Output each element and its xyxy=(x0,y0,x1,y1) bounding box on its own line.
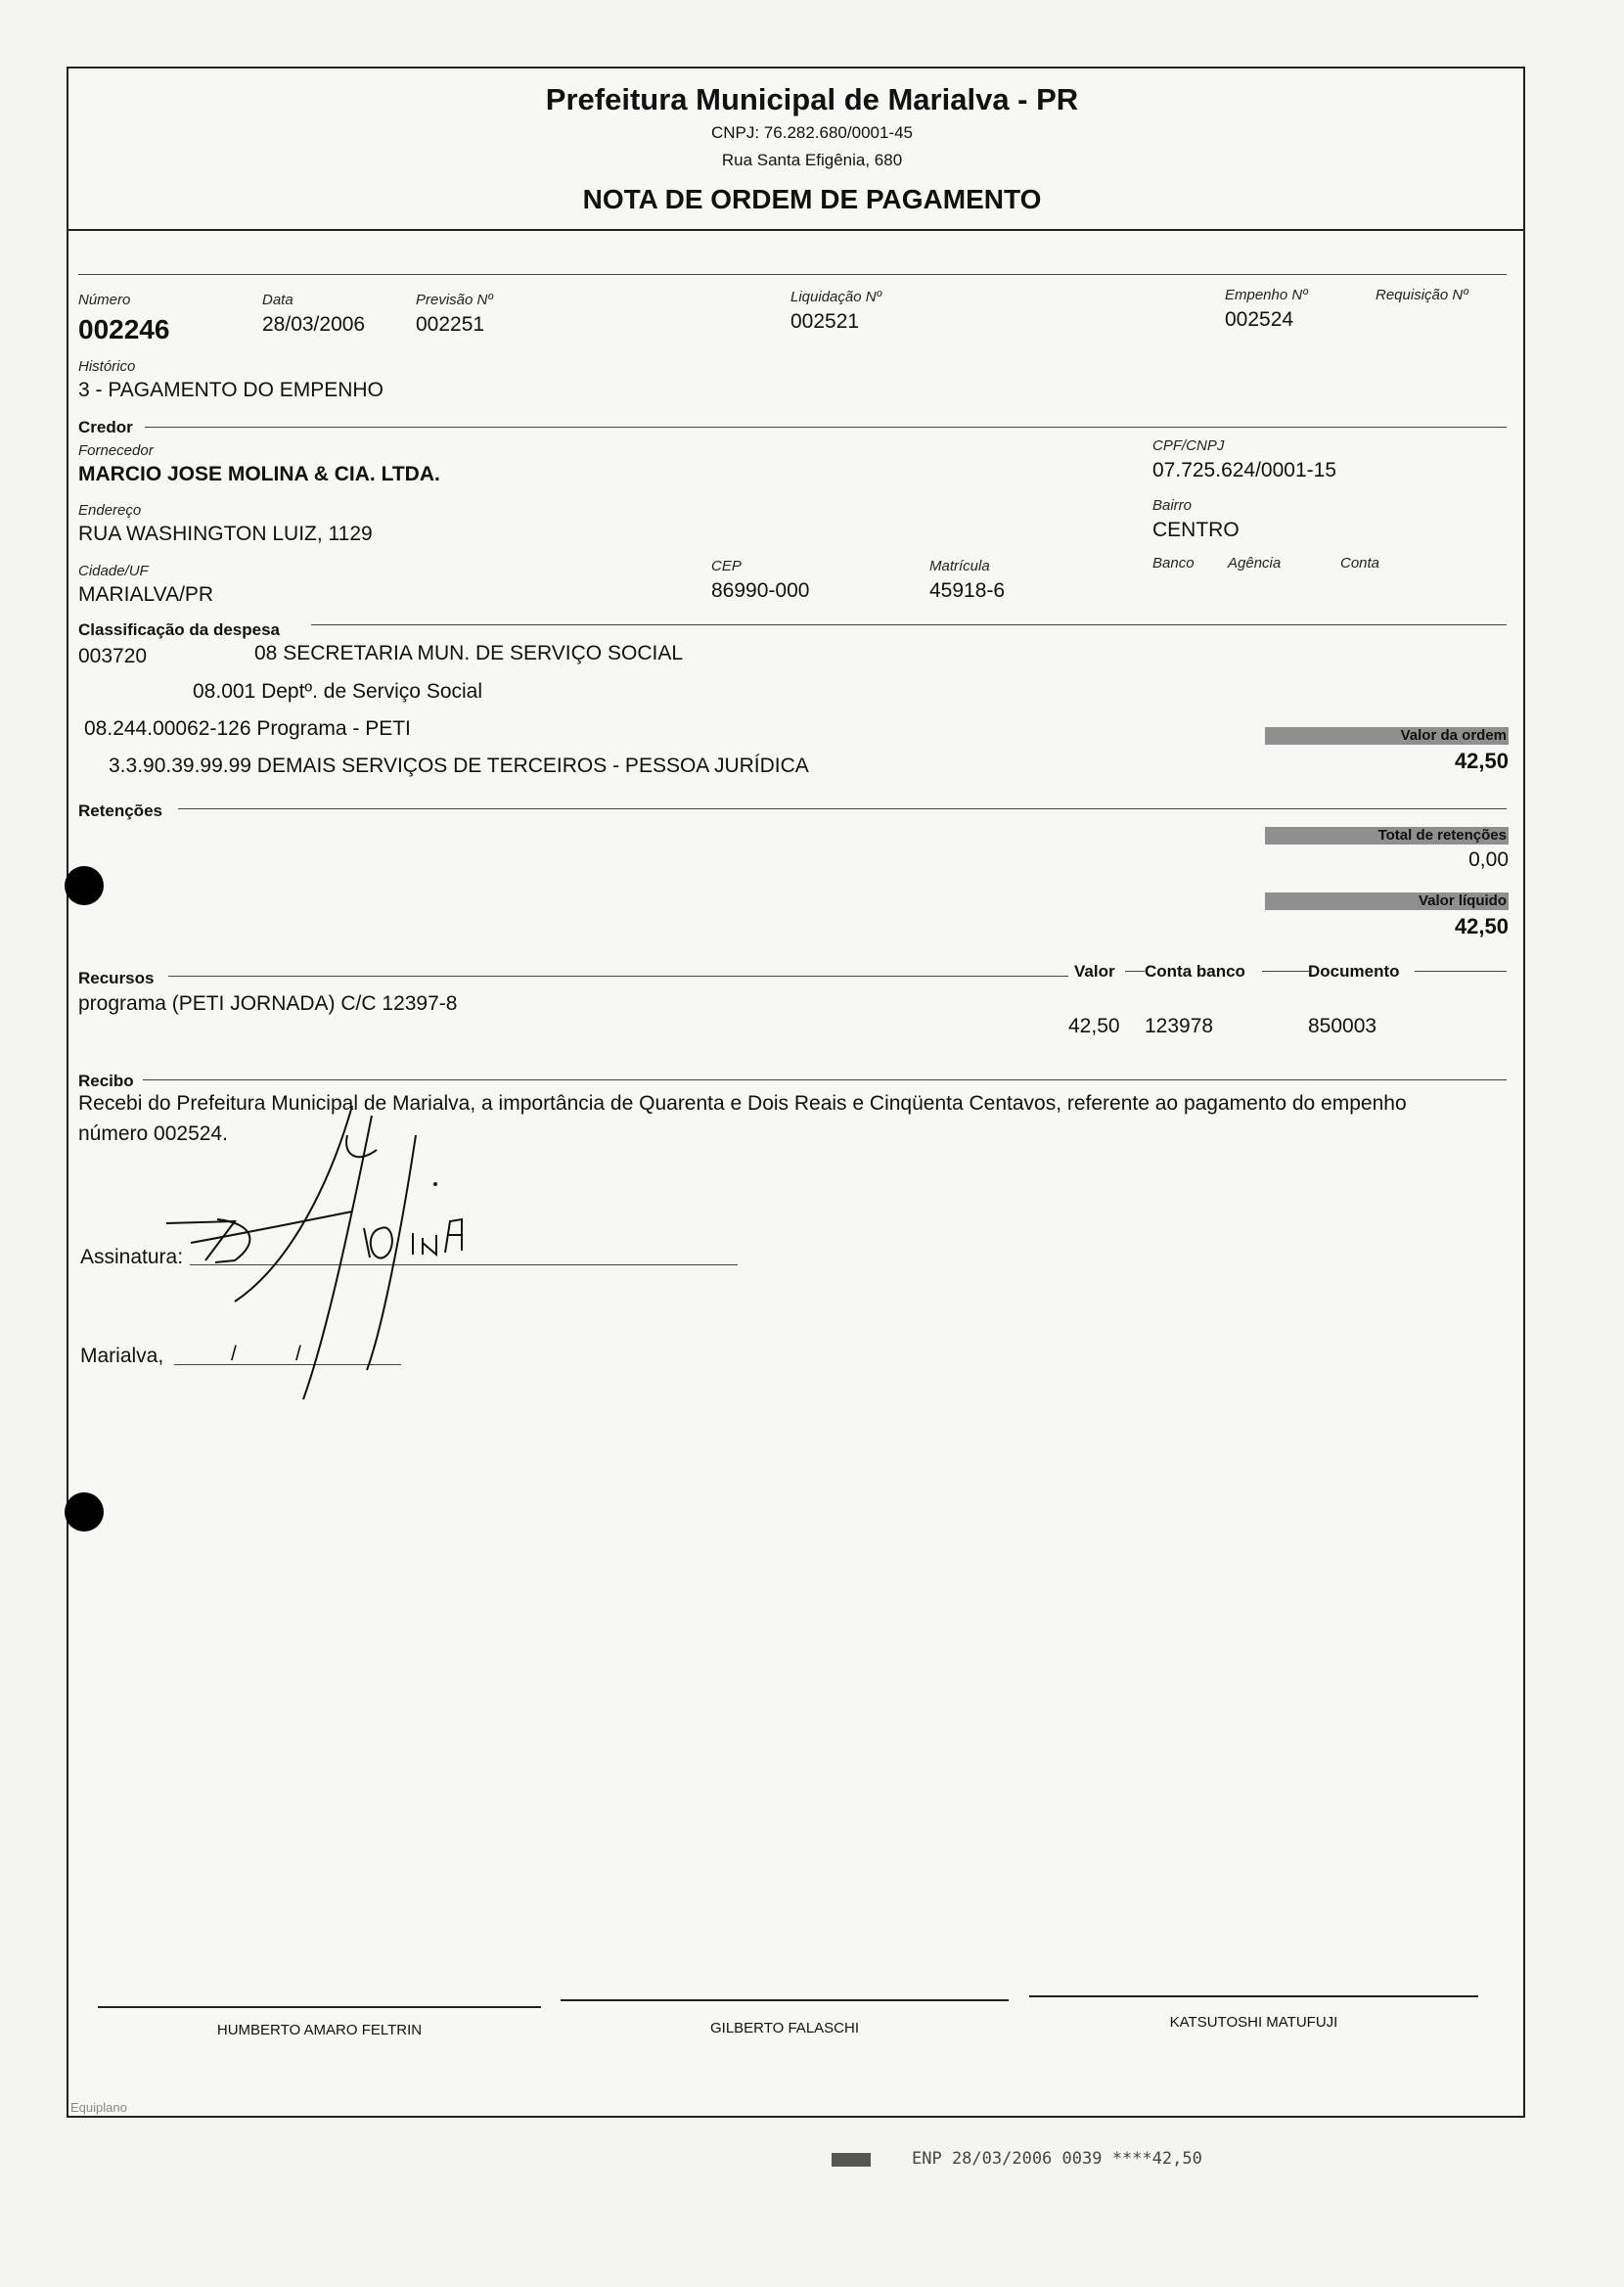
classificacao-section-title: Classificação da despesa xyxy=(78,620,281,639)
recibo-section-title: Recibo xyxy=(78,1072,134,1090)
header-title: Prefeitura Municipal de Marialva - PR xyxy=(545,82,1079,116)
conta-label: Conta xyxy=(1340,555,1380,572)
classificacao-line4: 3.3.90.39.99.99 DEMAIS SERVIÇOS DE TERCEIROS - PESSOA JURÍDICA xyxy=(109,755,809,777)
header-cnpj: CNPJ: 76.282.680/0001-45 xyxy=(710,123,914,142)
recursos-conta-label: Conta banco xyxy=(1145,962,1245,981)
signatory-line-3 xyxy=(1029,1995,1478,1997)
bairro-value: CENTRO xyxy=(1152,519,1240,541)
banco-label: Banco xyxy=(1152,555,1195,572)
cpf-value: 07.725.624/0001-15 xyxy=(1152,459,1337,481)
date-slash-2: / xyxy=(295,1343,301,1365)
total-retencoes-label: Total de retenções xyxy=(1265,827,1509,845)
software-label: Equiplano xyxy=(70,2100,127,2115)
classificacao-line2: 08.001 Deptº. de Serviço Social xyxy=(193,680,483,703)
cidade-value: MARIALVA/PR xyxy=(78,583,214,606)
signatory-name-3: KATSUTOSHI MATUFUJI xyxy=(1169,2014,1338,2031)
numero-value: 002246 xyxy=(78,314,170,344)
cidade-label: Cidade/UF xyxy=(78,563,149,579)
recursos-section-title: Recursos xyxy=(78,969,155,987)
data-value: 28/03/2006 xyxy=(262,313,366,336)
historico-value: 3 - PAGAMENTO DO EMPENHO xyxy=(78,379,383,401)
fornecedor-label: Fornecedor xyxy=(78,442,154,459)
recursos-valor: 42,50 xyxy=(1068,1015,1120,1037)
recibo-divider xyxy=(143,1079,1507,1080)
empenho-label: Empenho Nº xyxy=(1225,287,1308,303)
assinatura-label: Assinatura: xyxy=(80,1246,184,1268)
classificacao-divider xyxy=(311,624,1507,625)
local-label: Marialva, xyxy=(80,1345,164,1367)
recursos-divider-mid xyxy=(1125,971,1145,972)
header-address: Rua Santa Efigênia, 680 xyxy=(721,151,903,169)
classificacao-line1: 08 SECRETARIA MUN. DE SERVIÇO SOCIAL xyxy=(254,642,684,664)
matricula-label: Matrícula xyxy=(929,558,990,574)
recursos-documento: 850003 xyxy=(1308,1015,1377,1037)
data-label: Data xyxy=(262,292,293,308)
numero-label: Número xyxy=(78,292,131,308)
retencoes-divider xyxy=(178,808,1507,809)
valor-liquido-value: 42,50 xyxy=(1454,914,1509,938)
total-retencoes-value: 0,00 xyxy=(1468,848,1509,871)
header-divider xyxy=(67,229,1525,231)
punch-hole xyxy=(65,866,104,905)
valor-ordem-value: 42,50 xyxy=(1454,749,1509,773)
liquidacao-value: 002521 xyxy=(790,310,860,333)
agencia-label: Agência xyxy=(1228,555,1282,572)
historico-label: Histórico xyxy=(78,358,136,375)
valor-ordem-label: Valor da ordem xyxy=(1265,727,1509,745)
recibo-text-line2: número 002524. xyxy=(78,1122,228,1145)
recibo-text-line1: Recebi do Prefeitura Municipal de Marialva, a importância de Quarenta e Dois Reais e Cinqüenta Centavos, referente ao pagamento do empenho xyxy=(78,1092,1407,1115)
fornecedor-value: MARCIO JOSE MOLINA & CIA. LTDA. xyxy=(78,463,440,485)
recursos-descricao: programa (PETI JORNADA) C/C 12397-8 xyxy=(78,992,458,1015)
recursos-divider-mid2 xyxy=(1262,971,1309,972)
liquidacao-label: Liquidação Nº xyxy=(790,289,882,305)
stamp-mark xyxy=(832,2153,871,2167)
endereco-value: RUA WASHINGTON LUIZ, 1129 xyxy=(78,523,373,545)
mechanical-stamp: ENP 28/03/2006 0039 ****42,50 xyxy=(912,2149,1202,2169)
recursos-conta: 123978 xyxy=(1145,1015,1214,1037)
endereco-label: Endereço xyxy=(78,502,142,519)
signatory-name-2: GILBERTO FALASCHI xyxy=(710,2020,859,2036)
empenho-value: 002524 xyxy=(1225,308,1294,331)
signatory-name-1: HUMBERTO AMARO FELTRIN xyxy=(216,2022,423,2038)
punch-hole xyxy=(65,1492,104,1532)
signatory-line-1 xyxy=(98,2006,541,2008)
retencoes-section-title: Retenções xyxy=(78,801,162,820)
recursos-divider-right xyxy=(1415,971,1507,972)
cpf-label: CPF/CNPJ xyxy=(1152,437,1225,454)
classificacao-code: 003720 xyxy=(78,645,148,667)
previsao-label: Previsão Nº xyxy=(416,292,493,308)
requisicao-label: Requisição Nº xyxy=(1376,287,1468,303)
top-divider xyxy=(78,274,1507,275)
cep-label: CEP xyxy=(711,558,742,574)
previsao-value: 002251 xyxy=(416,313,485,336)
recursos-divider-left xyxy=(168,976,1068,977)
date-slash-1: / xyxy=(231,1343,237,1365)
classificacao-line3: 08.244.00062-126 Programa - PETI xyxy=(84,717,411,740)
recursos-valor-label: Valor xyxy=(1074,962,1115,981)
recursos-documento-label: Documento xyxy=(1308,962,1400,981)
valor-liquido-label: Valor líquido xyxy=(1265,892,1509,910)
credor-section-title: Credor xyxy=(78,418,133,436)
matricula-value: 45918-6 xyxy=(929,579,1006,602)
signatory-line-2 xyxy=(561,1999,1009,2001)
credor-divider xyxy=(145,427,1507,428)
bairro-label: Bairro xyxy=(1152,497,1193,514)
handwritten-signature xyxy=(147,1096,509,1409)
document-title: NOTA DE ORDEM DE PAGAMENTO xyxy=(582,184,1042,214)
cep-value: 86990-000 xyxy=(711,579,810,602)
